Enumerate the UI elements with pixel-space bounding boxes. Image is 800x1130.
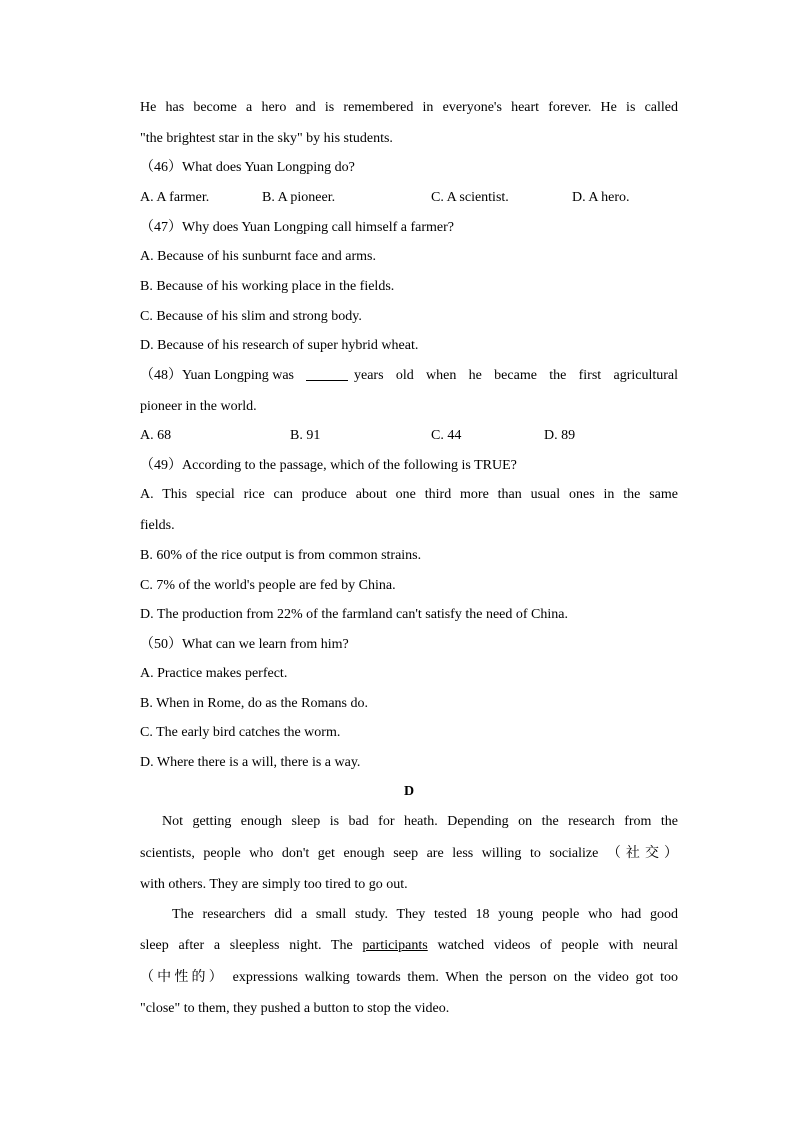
section-d-p1-line-1: Not getting enough sleep is bad for heath. Depending on the research from the [162, 814, 678, 829]
q48-stem-line-1 [140, 366, 678, 386]
q46-option-d: D. A hero. [572, 190, 630, 205]
q48-stem-line-2: pioneer in the world. [140, 399, 257, 414]
q48-answer-blank [306, 366, 348, 381]
q48-option-b: B. 91 [290, 428, 321, 443]
q47-stem: （47）Why does Yuan Longping call himself a farmer? [140, 220, 455, 235]
q50-option-a: A. Practice makes perfect. [140, 666, 288, 681]
intro-line-1: He has become a hero and is remembered in everyone's heart forever. He is called [140, 100, 678, 115]
q47-option-c: C. Because of his slim and strong body. [140, 309, 362, 324]
section-d-p2-line-4: "close" to them, they pushed a button to stop the video. [140, 1001, 450, 1016]
q47-option-b: B. Because of his working place in the fields. [140, 279, 395, 294]
q49-option-a-line-2: fields. [140, 518, 175, 533]
q48-stem-after: years old when he became the first agricultural [354, 368, 678, 383]
q48-option-d: D. 89 [544, 428, 576, 443]
q48-options [140, 426, 678, 446]
section-d-p1-line-3: with others. They are simply too tired to go out. [140, 877, 408, 892]
intro-line-2: "the brightest star in the sky" by his students. [140, 131, 393, 146]
q46-option-c: C. A scientist. [431, 190, 509, 205]
section-d-heading: D [403, 784, 415, 799]
q49-option-b: B. 60% of the rice output is from common strains. [140, 548, 422, 563]
q49-option-d: D. The production from 22% of the farmland can't satisfy the need of China. [140, 607, 568, 622]
q50-stem: （50）What can we learn from him? [140, 637, 349, 652]
q46-option-b: B. A pioneer. [262, 190, 336, 205]
q48-option-c: C. 44 [431, 428, 462, 443]
q48-option-a: A. 68 [140, 428, 172, 443]
section-d-p2-line-1: The researchers did a small study. They tested 18 young people who had good [172, 907, 678, 922]
section-d-p2-line-3: （中性的） expressions walking towards them. When the person on the video got too [140, 970, 678, 985]
q46-stem: （46）What does Yuan Longping do? [140, 160, 355, 175]
p2-line-2-before: sleep after a sleepless night. The [140, 938, 353, 953]
q49-stem: （49）According to the passage, which of the following is TRUE? [140, 458, 517, 473]
q50-option-b: B. When in Rome, do as the Romans do. [140, 696, 368, 711]
q46-option-a: A. A farmer. [140, 190, 210, 205]
q47-option-a: A. Because of his sunburnt face and arms. [140, 249, 376, 264]
p2-line-2-after: watched videos of people with neural [437, 938, 679, 953]
section-d-p2-line-2 [140, 936, 678, 956]
q49-option-a-line-1: A. This special rice can produce about one third more than usual ones in the same [140, 487, 678, 502]
q47-option-d: D. Because of his research of super hybrid wheat. [140, 338, 419, 353]
q50-option-c: C. The early bird catches the worm. [140, 725, 341, 740]
q48-stem-before: （48）Yuan Longping was [140, 368, 294, 383]
q50-option-d: D. Where there is a will, there is a way. [140, 755, 361, 770]
q49-option-c: C. 7% of the world's people are fed by China. [140, 578, 396, 593]
section-d-p1-line-2: scientists, people who don't get enough seep are less willing to socialize （社交） [140, 846, 678, 861]
q46-options [140, 188, 678, 208]
participants-underlined-word: participants [362, 938, 428, 953]
